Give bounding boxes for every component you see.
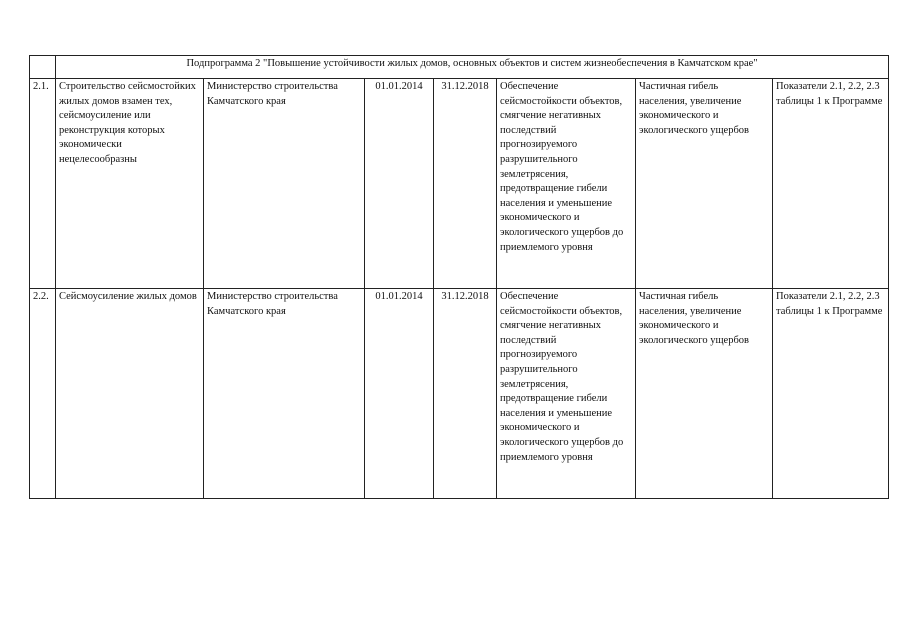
end-date: 31.12.2018 bbox=[434, 79, 497, 289]
expected-result: Обеспечение сейсмостойкости объектов, смягчение негативных последствий прогнозируемого разрушительного землетрясения, предотвращение гибели населения и уменьшение экономического и экологического ущербов до приемлемого уровня bbox=[497, 79, 636, 289]
subprogram-title: Подпрограмма 2 "Повышение устойчивости жилых домов, основных объектов и систем жизнеобеспечения в Камчатском крае" bbox=[56, 56, 889, 79]
program-indicators: Показатели 2.1, 2.2, 2.3 таблицы 1 к Программе bbox=[773, 289, 889, 499]
header-spacer-cell bbox=[30, 56, 56, 79]
non-implementation-consequences: Частичная гибель населения, увеличение экономического и экологического ущербов bbox=[636, 289, 773, 499]
table-row bbox=[30, 79, 889, 289]
responsible-executor: Министерство строительства Камчатского края bbox=[204, 79, 365, 289]
activity-name: Строительство сейсмостойких жилых домов взамен тех, сейсмоусиление или реконструкция которых экономически нецелесообразны bbox=[56, 79, 204, 289]
non-implementation-consequences: Частичная гибель населения, увеличение экономического и экологического ущербов bbox=[636, 79, 773, 289]
table-row bbox=[30, 289, 889, 499]
start-date: 01.01.2014 bbox=[365, 289, 434, 499]
start-date: 01.01.2014 bbox=[365, 79, 434, 289]
program-indicators: Показатели 2.1, 2.2, 2.3 таблицы 1 к Программе bbox=[773, 79, 889, 289]
expected-result: Обеспечение сейсмостойкости объектов, смягчение негативных последствий прогнозируемого разрушительного землетрясения, предотвращение гибели населения и уменьшение экономического и экологического ущербов до приемлемого уровня bbox=[497, 289, 636, 499]
end-date: 31.12.2018 bbox=[434, 289, 497, 499]
responsible-executor: Министерство строительства Камчатского края bbox=[204, 289, 365, 499]
subprogram-header-row bbox=[30, 56, 889, 79]
activity-name: Сейсмоусиление жилых домов bbox=[56, 289, 204, 499]
row-number: 2.2. bbox=[30, 289, 56, 499]
program-activities-table bbox=[29, 55, 889, 499]
row-number: 2.1. bbox=[30, 79, 56, 289]
